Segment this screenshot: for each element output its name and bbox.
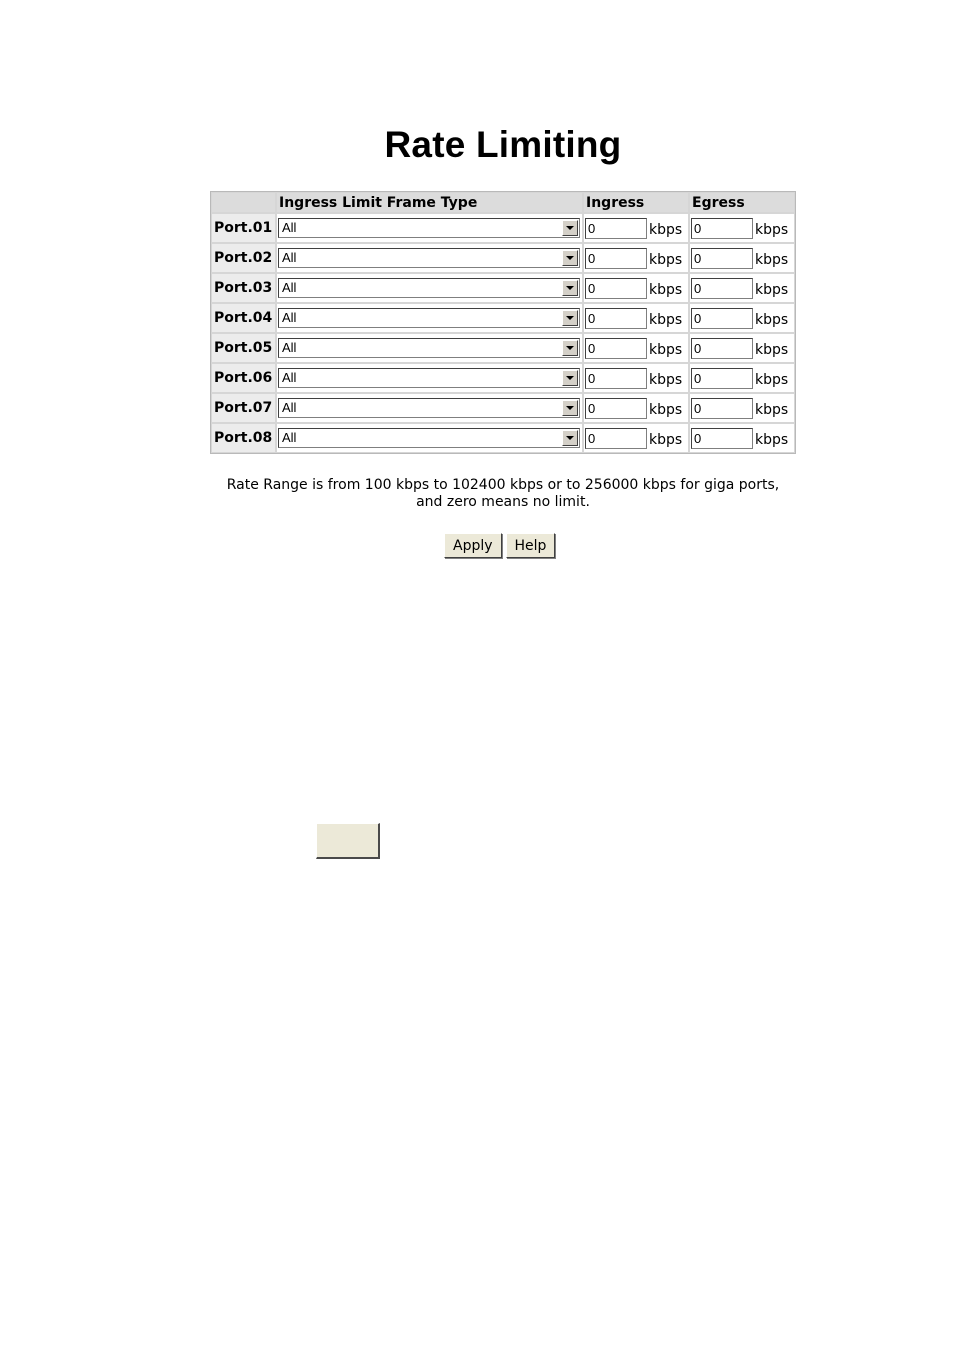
- chevron-down-icon[interactable]: [562, 220, 578, 236]
- frame-type-value: All: [282, 220, 297, 235]
- table-row: [211, 273, 795, 303]
- egress-unit: kbps: [755, 431, 789, 448]
- frame-type-value: All: [282, 250, 297, 265]
- egress-input[interactable]: [691, 218, 753, 239]
- frame-type-cell: [276, 363, 583, 393]
- frame-type-cell: [276, 243, 583, 273]
- table-row: [211, 303, 795, 333]
- egress-unit: kbps: [755, 251, 789, 268]
- ingress-cell: [583, 333, 689, 363]
- table-row: [211, 333, 795, 363]
- help-button[interactable]: Help: [506, 533, 556, 558]
- frame-type-value: All: [282, 340, 297, 355]
- port-label: Port.06: [211, 363, 276, 393]
- ingress-input[interactable]: [585, 398, 647, 419]
- ingress-cell: [583, 303, 689, 333]
- frame-type-select[interactable]: [278, 278, 580, 298]
- port-label: Port.03: [211, 273, 276, 303]
- frame-type-cell: [276, 393, 583, 423]
- egress-input[interactable]: [691, 338, 753, 359]
- chevron-down-icon[interactable]: [562, 370, 578, 386]
- ingress-unit: kbps: [649, 251, 683, 268]
- ingress-cell: [583, 393, 689, 423]
- chevron-down-icon[interactable]: [562, 340, 578, 356]
- note-line-1: Rate Range is from 100 kbps to 102400 kbps or to 256000 kbps for giga ports,: [226, 477, 780, 493]
- frame-type-cell: [276, 273, 583, 303]
- frame-type-select[interactable]: [278, 368, 580, 388]
- ingress-input[interactable]: [585, 368, 647, 389]
- egress-cell: [689, 333, 795, 363]
- header-egress: Egress: [689, 192, 795, 213]
- egress-input[interactable]: [691, 308, 753, 329]
- frame-type-value: All: [282, 400, 297, 415]
- egress-cell: [689, 363, 795, 393]
- ingress-cell: [583, 363, 689, 393]
- egress-cell: [689, 273, 795, 303]
- chevron-down-icon[interactable]: [562, 310, 578, 326]
- ingress-unit: kbps: [649, 401, 683, 418]
- egress-unit: kbps: [755, 401, 789, 418]
- frame-type-value: All: [282, 370, 297, 385]
- ingress-cell: [583, 423, 689, 453]
- header-frame-type: Ingress Limit Frame Type: [276, 192, 583, 213]
- table-row: [211, 423, 795, 453]
- frame-type-select[interactable]: [278, 248, 580, 268]
- header-ingress: Ingress: [583, 192, 689, 213]
- port-label: Port.01: [211, 213, 276, 243]
- ingress-unit: kbps: [649, 371, 683, 388]
- ingress-input[interactable]: [585, 338, 647, 359]
- frame-type-select[interactable]: [278, 338, 580, 358]
- port-label: Port.04: [211, 303, 276, 333]
- ingress-input[interactable]: [585, 428, 647, 449]
- frame-type-select[interactable]: [278, 398, 580, 418]
- egress-unit: kbps: [755, 371, 789, 388]
- ingress-input[interactable]: [585, 308, 647, 329]
- table-row: [211, 243, 795, 273]
- chevron-down-icon[interactable]: [562, 250, 578, 266]
- ingress-unit: kbps: [649, 311, 683, 328]
- frame-type-select[interactable]: [278, 428, 580, 448]
- egress-cell: [689, 423, 795, 453]
- frame-type-cell: [276, 303, 583, 333]
- chevron-down-icon[interactable]: [562, 280, 578, 296]
- egress-input[interactable]: [691, 278, 753, 299]
- port-label: Port.02: [211, 243, 276, 273]
- ingress-unit: kbps: [649, 431, 683, 448]
- apply-button[interactable]: Apply: [444, 533, 502, 558]
- egress-input[interactable]: [691, 368, 753, 389]
- rate-range-note: [0, 477, 954, 511]
- port-label: Port.08: [211, 423, 276, 453]
- table-row: [211, 213, 795, 243]
- ingress-cell: [583, 213, 689, 243]
- egress-unit: kbps: [755, 341, 789, 358]
- frame-type-select[interactable]: [278, 308, 580, 328]
- ingress-input[interactable]: [585, 218, 647, 239]
- port-label: Port.05: [211, 333, 276, 363]
- action-buttons: [444, 533, 555, 558]
- frame-type-value: All: [282, 280, 297, 295]
- ingress-input[interactable]: [585, 248, 647, 269]
- frame-type-value: All: [282, 310, 297, 325]
- ingress-unit: kbps: [649, 341, 683, 358]
- egress-cell: [689, 213, 795, 243]
- egress-unit: kbps: [755, 281, 789, 298]
- egress-input[interactable]: [691, 398, 753, 419]
- table-row: [211, 363, 795, 393]
- ingress-cell: [583, 243, 689, 273]
- chevron-down-icon[interactable]: [562, 400, 578, 416]
- egress-input[interactable]: [691, 428, 753, 449]
- frame-type-cell: [276, 333, 583, 363]
- ingress-unit: kbps: [649, 281, 683, 298]
- frame-type-cell: [276, 423, 583, 453]
- frame-type-cell: [276, 213, 583, 243]
- frame-type-select[interactable]: [278, 218, 580, 238]
- header-port: [211, 192, 276, 213]
- ingress-cell: [583, 273, 689, 303]
- egress-cell: [689, 243, 795, 273]
- port-label: Port.07: [211, 393, 276, 423]
- egress-cell: [689, 303, 795, 333]
- blank-button[interactable]: [316, 823, 380, 859]
- ingress-unit: kbps: [649, 221, 683, 238]
- rate-limit-table: [210, 191, 796, 454]
- table-header-row: [211, 192, 795, 213]
- chevron-down-icon[interactable]: [562, 430, 578, 446]
- egress-unit: kbps: [755, 221, 789, 238]
- table-row: [211, 393, 795, 423]
- egress-cell: [689, 393, 795, 423]
- page-title: Rate Limiting: [384, 124, 622, 165]
- egress-input[interactable]: [691, 248, 753, 269]
- egress-unit: kbps: [755, 311, 789, 328]
- frame-type-value: All: [282, 430, 297, 445]
- ingress-input[interactable]: [585, 278, 647, 299]
- note-line-2: and zero means no limit.: [416, 494, 590, 510]
